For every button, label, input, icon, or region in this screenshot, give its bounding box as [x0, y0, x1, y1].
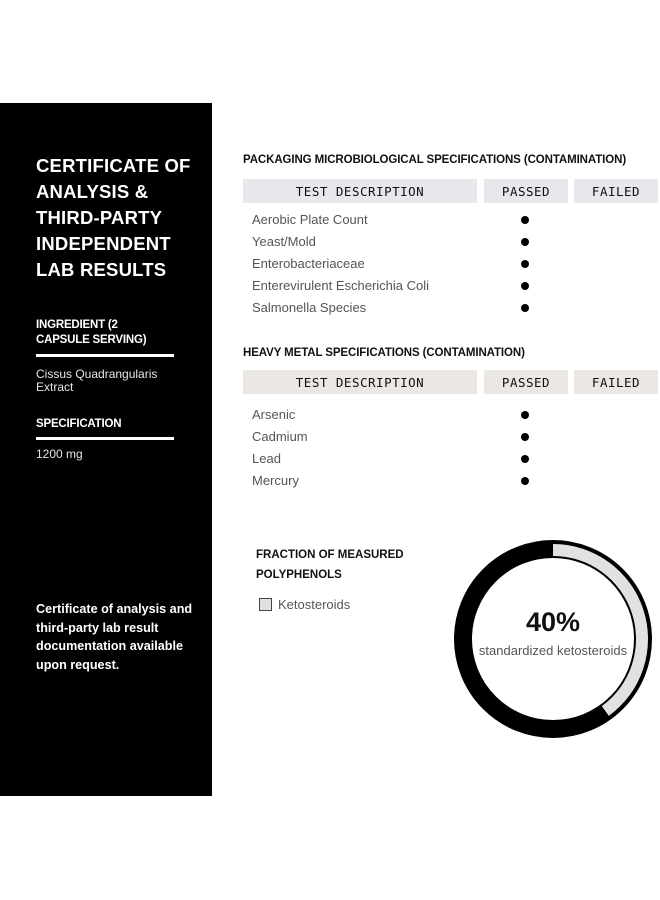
- microbio-section-title: PACKAGING MICROBIOLOGICAL SPECIFICATIONS (CONTAMINATION): [243, 154, 627, 166]
- passed-dot-icon: [521, 282, 529, 290]
- passed-dot-icon: [521, 216, 529, 224]
- table-row: [252, 253, 632, 275]
- fraction-caption: standardized ketosteroids: [478, 643, 628, 658]
- heavy-metal-section-title: HEAVY METAL SPECIFICATIONS (CONTAMINATION): [243, 347, 525, 359]
- table-row: [252, 448, 632, 470]
- sidebar-panel: [0, 103, 212, 796]
- fraction-title: FRACTION OF MEASURED POLYPHENOLS: [256, 549, 404, 581]
- heavy-metal-header-failed: FAILED: [574, 370, 658, 394]
- passed-dot-icon: [521, 455, 529, 463]
- table-row: [252, 426, 632, 448]
- test-name: Enterevirulent Escherichia Coli: [252, 278, 430, 293]
- test-name: Cadmium: [252, 429, 308, 444]
- test-name: Enterobacteriaceae: [252, 256, 365, 271]
- test-name: Salmonella Species: [252, 300, 367, 315]
- legend-label: Ketosteroids: [278, 597, 351, 612]
- passed-dot-icon: [521, 411, 529, 419]
- table-row: [252, 297, 632, 319]
- microbio-header-passed: PASSED: [484, 179, 568, 203]
- fraction-donut-chart: [452, 538, 654, 740]
- passed-dot-icon: [521, 238, 529, 246]
- passed-dot-icon: [521, 260, 529, 268]
- microbio-header-description: TEST DESCRIPTION: [243, 179, 477, 203]
- legend-swatch-icon: [259, 598, 272, 611]
- table-row: [252, 275, 632, 297]
- heavy-metal-table-body: [252, 404, 632, 492]
- passed-dot-icon: [521, 304, 529, 312]
- test-name: Arsenic: [252, 407, 296, 422]
- heavy-metal-header-passed: PASSED: [484, 370, 568, 394]
- passed-dot-icon: [521, 433, 529, 441]
- fraction-percent: 40%: [525, 607, 581, 637]
- passed-dot-icon: [521, 477, 529, 485]
- table-row: [252, 209, 632, 231]
- sidebar-title: CERTIFICATE OF ANALYSIS & THIRD-PARTY INDEPENDENT LAB RESULTS: [36, 155, 191, 280]
- microbio-table-body: [252, 209, 632, 319]
- ingredient-heading: INGREDIENT (2 CAPSULE SERVING): [36, 319, 147, 346]
- ingredient-divider: [36, 354, 174, 357]
- fraction-legend: [259, 597, 350, 612]
- test-name: Yeast/Mold: [252, 234, 316, 249]
- specification-divider: [36, 437, 174, 440]
- microbio-header-failed: FAILED: [574, 179, 658, 203]
- table-row: [252, 470, 632, 492]
- test-name: Aerobic Plate Count: [252, 212, 368, 227]
- test-name: Lead: [252, 451, 281, 466]
- table-row: [252, 404, 632, 426]
- specification-heading: SPECIFICATION: [36, 418, 122, 430]
- specification-value: 1200 mg: [36, 447, 83, 461]
- ingredient-value: Cissus Quadrangularis Extract: [36, 367, 158, 394]
- heavy-metal-header-description: TEST DESCRIPTION: [243, 370, 477, 394]
- table-row: [252, 231, 632, 253]
- availability-note: Certificate of analysis and third-party lab result documentation available upon request.: [36, 602, 193, 672]
- test-name: Mercury: [252, 473, 299, 488]
